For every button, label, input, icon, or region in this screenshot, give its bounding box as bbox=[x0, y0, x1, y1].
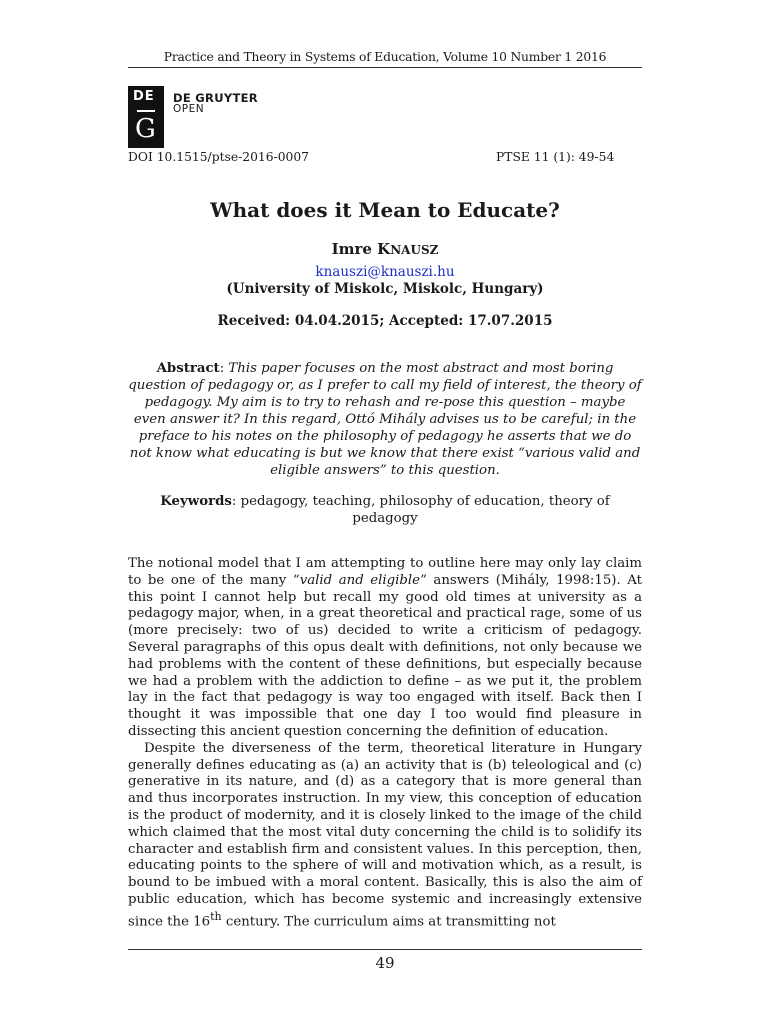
logo-wordmark bbox=[173, 93, 258, 115]
author-name-first: Imre K bbox=[331, 240, 391, 258]
citation: PTSE 11 (1): 49-54 bbox=[496, 150, 615, 164]
logo-subname: OPEN bbox=[173, 103, 205, 115]
author-email-link[interactable]: knauszi@knauszi.hu bbox=[315, 264, 455, 280]
publisher-logo bbox=[128, 86, 258, 148]
keywords-label: Keywords bbox=[160, 494, 232, 509]
paragraph-2-superscript: th bbox=[210, 909, 222, 923]
paragraph-1-text-a: The notional model that I am attempting to outline here may only lay claim to be one of the many “ bbox=[128, 556, 642, 588]
author-affiliation: (University of Miskolc, Miskolc, Hungary) bbox=[226, 281, 544, 297]
abstract-text: This paper focuses on the most abstract and most boring question of pedagogy or, as I prefer to call my field of interest, the theory of pedagogy. My aim is to try to rehash and re-pose this question – maybe even answer it? In this regard, Ottó Mihály advises us to be careful; in the preface to his notes on the philosophy of pedagogy he asserts that we do not know what educating is but we know that there exist “various valid and eligible answers” to this question. bbox=[128, 361, 642, 478]
article-title: What does it Mean to Educate? bbox=[210, 198, 560, 222]
logo-mark-top: DE bbox=[133, 89, 155, 104]
paragraph-2 bbox=[128, 741, 642, 931]
paragraph-2-text-b: century. The curriculum aims at transmitting not bbox=[221, 914, 556, 930]
author-name bbox=[128, 240, 642, 258]
page-number: 49 bbox=[375, 954, 395, 972]
doi: DOI 10.1515/ptse-2016-0007 bbox=[128, 150, 310, 164]
abstract-label: Abstract bbox=[156, 361, 220, 376]
running-head: Practice and Theory in Systems of Education, Volume 10 Number 1 2016 bbox=[163, 50, 607, 64]
header-rule bbox=[128, 67, 642, 68]
paragraph-1 bbox=[128, 556, 642, 741]
logo-mark bbox=[128, 86, 164, 148]
abstract-colon: : bbox=[219, 361, 229, 376]
body-text bbox=[128, 556, 642, 931]
keywords-colon: : bbox=[231, 494, 241, 509]
author-name-smallcaps: NAUSZ bbox=[390, 243, 439, 257]
received-accepted-dates: Received: 04.04.2015; Accepted: 17.07.2015 bbox=[217, 313, 553, 329]
paragraph-1-emphasis: valid and eligible bbox=[299, 572, 421, 588]
keywords bbox=[128, 493, 642, 527]
logo-mark-bottom: G bbox=[135, 114, 156, 144]
paragraph-1-text-b: ” answers (Mihály, 1998:15). At this point I cannot help but recall my good old times at university as a pedagogy major, when, in a great theoretical and practical rage, some of us (more precisely: two of us) decided to write a criticism of pedagogy. Several paragraphs of this opus dealt with definitions, not only because we had problems with the content of these definitions, but especially because we had a problem with the addiction to define – as we put it, the problem lay in the fact that pedagogy is way too engaged with itself. Back then I thought it was impossible that one day I too would find pleasure in dissecting this ancient question concerning the definition of education. bbox=[128, 572, 643, 739]
logo-name: DE GRUYTER bbox=[173, 91, 258, 105]
logo-mark-bar bbox=[137, 110, 155, 112]
keywords-text: pedagogy, teaching, philosophy of education, theory of pedagogy bbox=[240, 494, 610, 526]
footer-rule bbox=[128, 949, 642, 950]
abstract bbox=[128, 360, 642, 479]
paragraph-2-text-a: Despite the diverseness of the term, theoretical literature in Hungary generally defines educating as (a) an activity that is (b) teleological and (c) generative in its nature, and (d) as a category that is more general than and thus incorporates instruction. In my view, this conception of education is the product of modernity, and it is closely linked to the image of the child which claimed that the most vital duty concerning the child is to solidify its character and establish firm and consistent values. In this perception, then, educating points to the sphere of will and motivation which, as a result, is bound to be imbued with a moral content. Basically, this is also the aim of public education, which has become systemic and increasingly extensive since the 16 bbox=[128, 740, 642, 930]
